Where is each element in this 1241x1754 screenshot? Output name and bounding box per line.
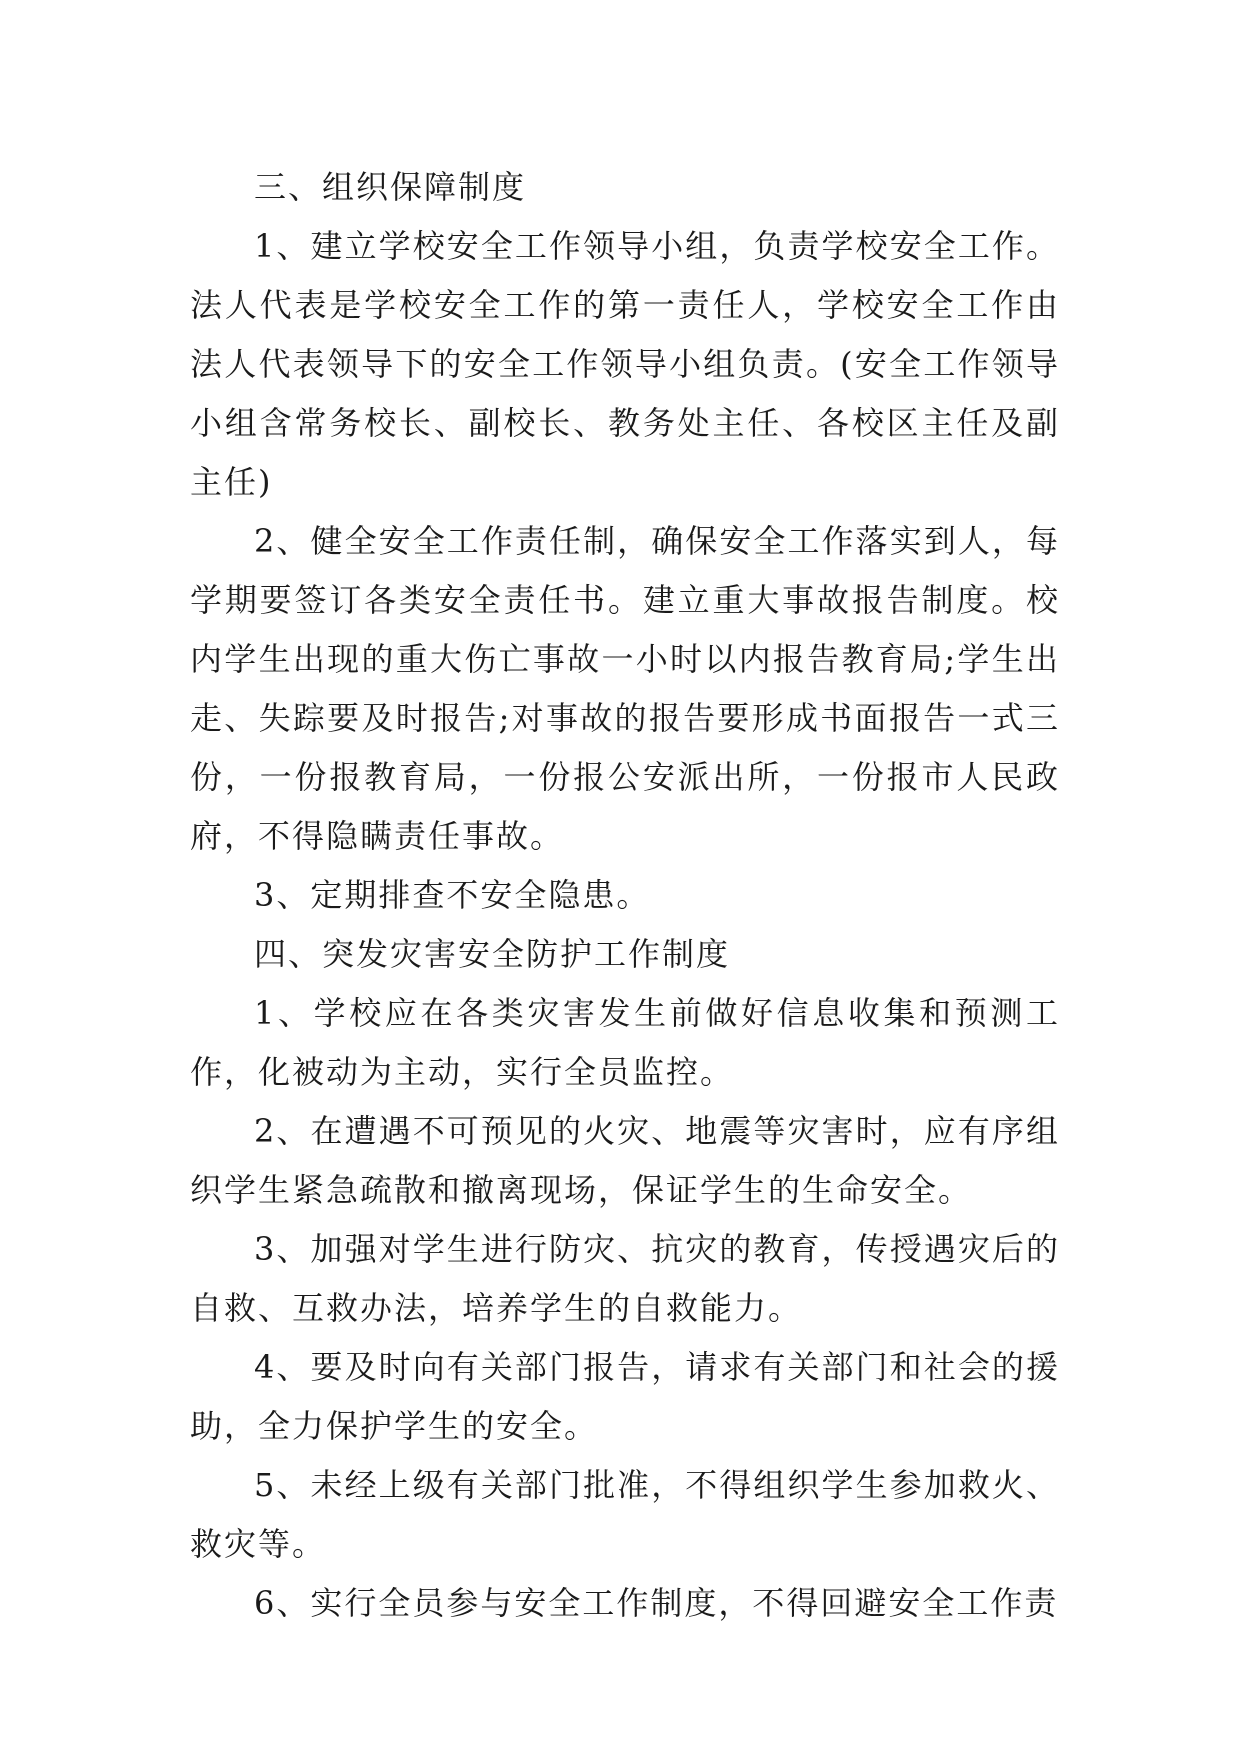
paragraph-4-3: 3、加强对学生进行防灾、抗灾的教育，传授遇灾后的自救、互救办法，培养学生的自救能力。: [190, 1230, 1060, 1327]
paragraph-4-1: 1、学校应在各类灾害发生前做好信息收集和预测工作，化被动为主动，实行全员监控。: [190, 994, 1060, 1091]
paragraph-3-3: 3、定期排查不安全隐患。: [254, 876, 651, 914]
section-heading-4: 四、突发灾害安全防护工作制度: [254, 935, 731, 973]
paragraph-4-5: 5、未经上级有关部门批准，不得组织学生参加救火、救灾等。: [190, 1466, 1060, 1563]
paragraph-4-4: 4、要及时向有关部门报告，请求有关部门和社会的援助，全力保护学生的安全。: [190, 1348, 1060, 1445]
paragraph-4-6: 6、实行全员参与安全工作制度，不得回避安全工作责: [254, 1584, 1059, 1622]
document-body: [190, 158, 1060, 1633]
paragraph-3-2: 2、健全安全工作责任制，确保安全工作落实到人，每学期要签订各类安全责任书。建立重大事故报告制度。校内学生出现的重大伤亡事故一小时以内报告教育局;学生出走、失踪要及时报告;对事故的报告要形成书面报告一式三份，一份报教育局，一份报公安派出所，一份报市人民政府，不得隐瞒责任事故。: [190, 522, 1060, 855]
section-heading-3: 三、组织保障制度: [254, 168, 527, 206]
paragraph-3-1: 1、建立学校安全工作领导小组，负责学校安全工作。法人代表是学校安全工作的第一责任人，学校安全工作由法人代表领导下的安全工作领导小组负责。(安全工作领导小组含常务校长、副校长、教务处主任、各校区主任及副主任): [190, 227, 1060, 501]
paragraph-4-2: 2、在遭遇不可预见的火灾、地震等灾害时，应有序组织学生紧急疏散和撤离现场，保证学生的生命安全。: [190, 1112, 1060, 1209]
